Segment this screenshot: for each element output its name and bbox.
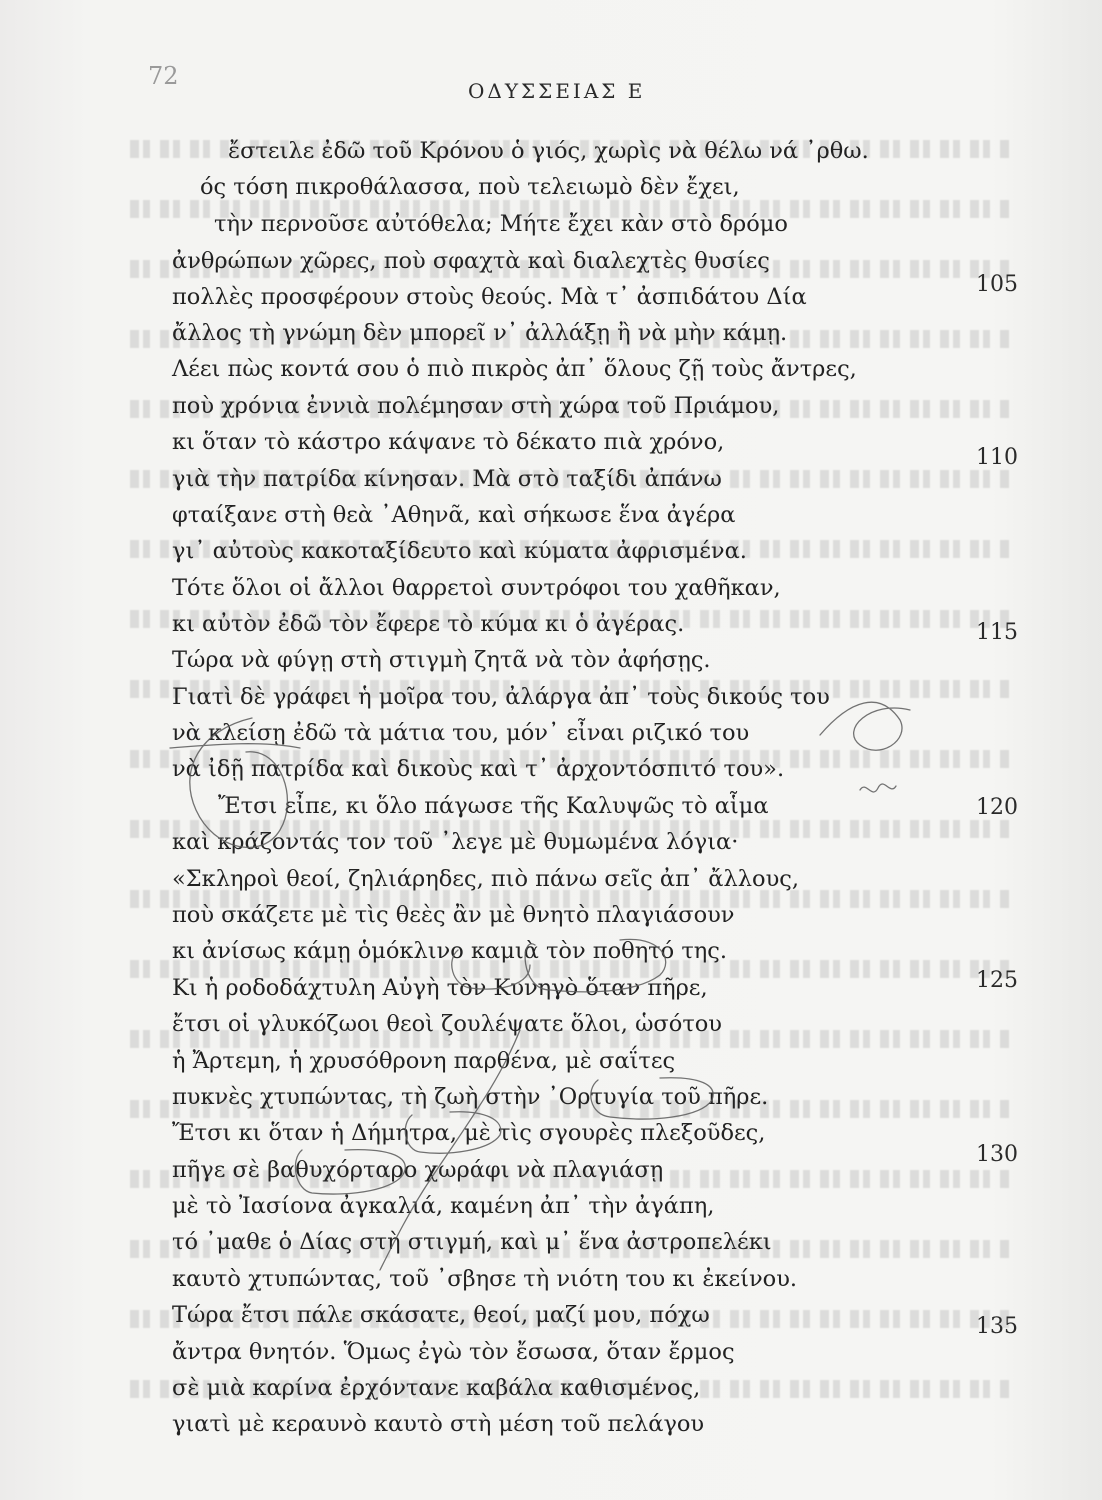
page-number: 72: [148, 62, 179, 90]
verse-line: ἔτσι οἱ γλυκόζωοι θεοὶ ζουλέψατε ὅλοι, ὡσότου: [172, 1011, 722, 1037]
verse-line: πολλὲς προσφέρουν στοὺς θεούς. Μὰ τ᾽ ἀσπιδάτου Δία: [172, 284, 807, 310]
verse-line: γιὰ τὴν πατρίδα κίνησαν. Μὰ στὸ ταξίδι ἀπάνω: [172, 466, 722, 492]
verse-line: «Σκληροὶ θεοί, ζηλιάρηδες, πιὸ πάνω σεῖς ἀπ᾽ ἄλλους,: [172, 866, 800, 892]
line-number: 115: [976, 620, 1018, 645]
verse-line: Ἔτσι εἶπε, κι ὅλο πάγωσε τῆς Καλυψῶς τὸ αἷμα: [218, 793, 769, 819]
verse-line: ἄλλος τὴ γνώμη δὲν μπορεῖ ν᾽ ἀλλάξῃ ἢ νὰ μὴν κάμῃ.: [172, 320, 788, 346]
running-title: ΟΔΥΣΣΕΙΑΣ Ε: [468, 79, 646, 103]
verse-line: κι ἀνίσως κάμῃ ὁμόκλινο καμιὰ τὸν ποθητό της.: [172, 938, 727, 964]
verse-line: νὰ κλείσῃ ἐδῶ τὰ μάτια του, μόν᾽ εἶναι ριζικό του: [172, 720, 750, 746]
verse-line: νὰ ἰδῇ πατρίδα καὶ δικοὺς καὶ τ᾽ ἀρχοντόσπιτό του».: [172, 756, 785, 782]
pencil-scribble-right: [820, 702, 910, 750]
line-number: 130: [976, 1142, 1018, 1167]
verse-line: Τώρα ἔτσι πάλε σκάσατε, θεοί, μαζί μου, πόχω: [172, 1302, 710, 1328]
line-number: 125: [976, 968, 1018, 993]
verse-line: τὴν περνοῦσε αὐτόθελα; Μήτε ἔχει κὰν στὸ δρόμο: [214, 211, 788, 237]
verse-line: κι ὅταν τὸ κάστρο κάψανε τὸ δέκατο πιὰ χρόνο,: [172, 429, 725, 455]
verse-line: Ἔτσι κι ὅταν ἡ Δήμητρα, μὲ τὶς σγουρὲς πλεξοῦδες,: [172, 1120, 766, 1146]
verse-line: Γιατὶ δὲ γράφει ἡ μοῖρα του, ἀλάργα ἀπ᾽ τοὺς δικούς του: [172, 684, 830, 710]
verse-line: ός τόση πικροθάλασσα, ποὺ τελειωμὸ δὲν ἔχει,: [200, 174, 740, 200]
verse-line: φταίξανε στὴ θεὰ ᾽Αθηνᾶ, καὶ σήκωσε ἕνα ἀγέρα: [172, 502, 736, 528]
verse-line: καὶ κράζοντάς τον τοῦ ᾽λεγε μὲ θυμωμένα λόγια·: [172, 829, 739, 855]
verse-line: ἔστειλε ἐδῶ τοῦ Κρόνου ὁ γιός, χωρὶς νὰ θέλω νά ᾽ρθω.: [228, 138, 869, 164]
verse-line: Τότε ὅλοι οἱ ἄλλοι θαρρετοὶ συντρόφοι του χαθῆκαν,: [172, 575, 781, 601]
verse-line: Λέει πὼς κοντά σου ὁ πιὸ πικρὸς ἀπ᾽ ὅλους ζῇ τοὺς ἄντρες,: [172, 356, 857, 382]
verse-line: ποὺ σκάζετε μὲ τὶς θεὲς ἂν μὲ θνητὸ πλαγιάσουν: [172, 902, 735, 928]
verse-line: καυτὸ χτυπώντας, τοῦ ᾽σβησε τὴ νιότη του κι ἐκείνου.: [172, 1266, 798, 1292]
verse-line: μὲ τὸ Ἰασίονα ἀγκαλιά, καμένη ἀπ᾽ τὴν ἀγάπη,: [172, 1193, 715, 1219]
verse-line: Τώρα νὰ φύγῃ στὴ στιγμὴ ζητᾶ νὰ τὸν ἀφήσῃς.: [172, 647, 711, 673]
verse-line: τό ᾽μαθε ὁ Δίας στὴ στιγμή, καὶ μ᾽ ἕνα ἀστροπελέκι: [172, 1229, 772, 1255]
verse-line: γι᾽ αὐτοὺς κακοταξίδευτο καὶ κύματα ἀφρισμένα.: [172, 538, 747, 564]
verse-line: πυκνὲς χτυπώντας, τὴ ζωὴ στὴν ᾽Ορτυγία τοῦ πῆρε.: [172, 1084, 769, 1110]
line-number: 105: [976, 272, 1018, 297]
line-number: 120: [976, 795, 1018, 820]
verse-line: γιατὶ μὲ κεραυνὸ καυτὸ στὴ μέση τοῦ πελάγου: [172, 1411, 705, 1437]
verse-line: ἡ Ἄρτεμη, ἡ χρυσόθρονη παρθένα, μὲ σαΐτες: [172, 1048, 676, 1074]
verse-line: πῆγε σὲ βαθυχόρταρο χωράφι νὰ πλαγιάσῃ: [172, 1157, 664, 1183]
pencil-mark-right: [860, 784, 896, 792]
line-number: 110: [976, 445, 1018, 470]
verse-line: ποὺ χρόνια ἐννιὰ πολέμησαν στὴ χώρα τοῦ Πριάμου,: [172, 393, 780, 419]
verse-line: ἄντρα θνητόν. Ὅμως ἐγὼ τὸν ἔσωσα, ὅταν ἔρμος: [172, 1339, 735, 1365]
verse-line: σὲ μιὰ καρίνα ἐρχόντανε καβάλα καθισμένος,: [172, 1375, 701, 1401]
verse-line: κι αὐτὸν ἐδῶ τὸν ἔφερε τὸ κύμα κι ὁ ἀγέρας.: [172, 611, 685, 637]
verse-line: ἀνθρώπων χῶρες, ποὺ σφαχτὰ καὶ διαλεχτὲς θυσίες: [172, 248, 770, 274]
line-number: 135: [976, 1314, 1018, 1339]
verse-line: Κι ἡ ροδοδάχτυλη Αὐγὴ τὸν Κυνηγὸ ὅταν πῆρε,: [172, 975, 708, 1001]
